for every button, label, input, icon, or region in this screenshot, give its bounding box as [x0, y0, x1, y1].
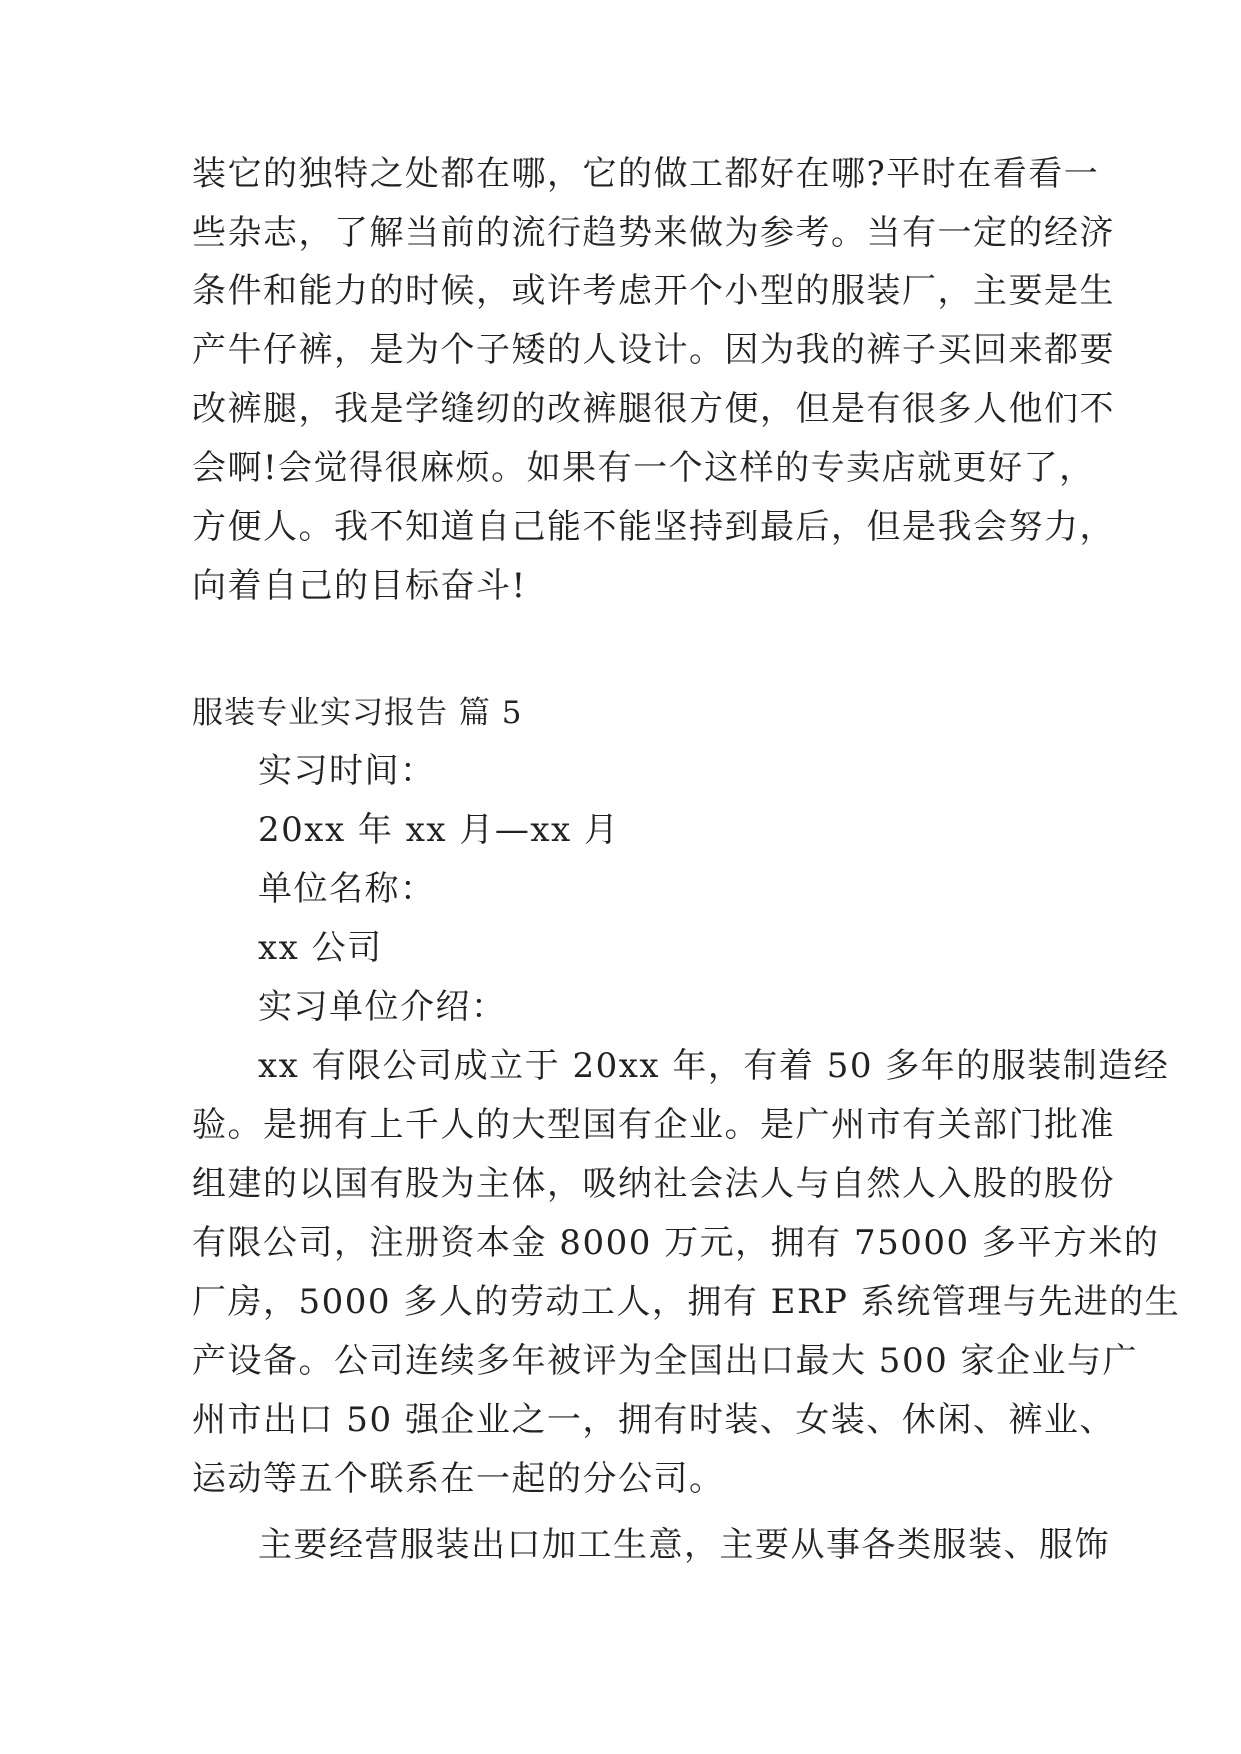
business-line: 主要经营服装出口加工生意，主要从事各类服装、服饰 [258, 1525, 1110, 1565]
internship-time-value: 20xx 年 xx 月—xx 月 [258, 810, 620, 850]
unit-name-value: xx 公司 [258, 928, 383, 968]
paragraph-line: 会啊!会觉得很麻烦。如果有一个这样的专卖店就更好了， [192, 448, 1095, 488]
intro-line: xx 有限公司成立于 20xx 年，有着 50 多年的服装制造经 [258, 1046, 1170, 1086]
intro-line: 组建的以国有股为主体，吸纳社会法人与自然人入股的股份 [192, 1164, 1115, 1204]
unit-intro-label: 实习单位介绍： [258, 987, 507, 1027]
paragraph-line: 向着自己的目标奋斗! [192, 566, 527, 606]
paragraph-line: 条件和能力的时候，或许考虑开个小型的服装厂，主要是生 [192, 271, 1115, 311]
paragraph-line: 改裤腿，我是学缝纫的改裤腿很方便，但是有很多人他们不 [192, 389, 1115, 429]
intro-line: 有限公司，注册资本金 8000 万元，拥有 75000 多平方米的 [192, 1223, 1160, 1263]
intro-line: 运动等五个联系在一起的分公司。 [192, 1459, 725, 1499]
paragraph-line: 产牛仔裤，是为个子矮的人设计。因为我的裤子买回来都要 [192, 330, 1115, 370]
paragraph-line: 装它的独特之处都在哪，它的做工都好在哪?平时在看看一 [192, 154, 1100, 194]
unit-name-label: 单位名称： [258, 869, 436, 909]
intro-line: 验。是拥有上千人的大型国有企业。是广州市有关部门批准 [192, 1105, 1115, 1145]
intro-line: 州市出口 50 强企业之一，拥有时装、女装、休闲、裤业、 [192, 1400, 1115, 1440]
paragraph-line: 些杂志，了解当前的流行趋势来做为参考。当有一定的经济 [192, 213, 1115, 253]
intro-line: 厂房，5000 多人的劳动工人，拥有 ERP 系统管理与先进的生 [192, 1282, 1181, 1322]
intro-line: 产设备。公司连续多年被评为全国出口最大 500 家企业与广 [192, 1341, 1139, 1381]
paragraph-line: 方便人。我不知道自己能不能坚持到最后，但是我会努力， [192, 507, 1115, 547]
section-title: 服装专业实习报告 篇 5 [192, 695, 523, 731]
internship-time-label: 实习时间： [258, 751, 436, 791]
